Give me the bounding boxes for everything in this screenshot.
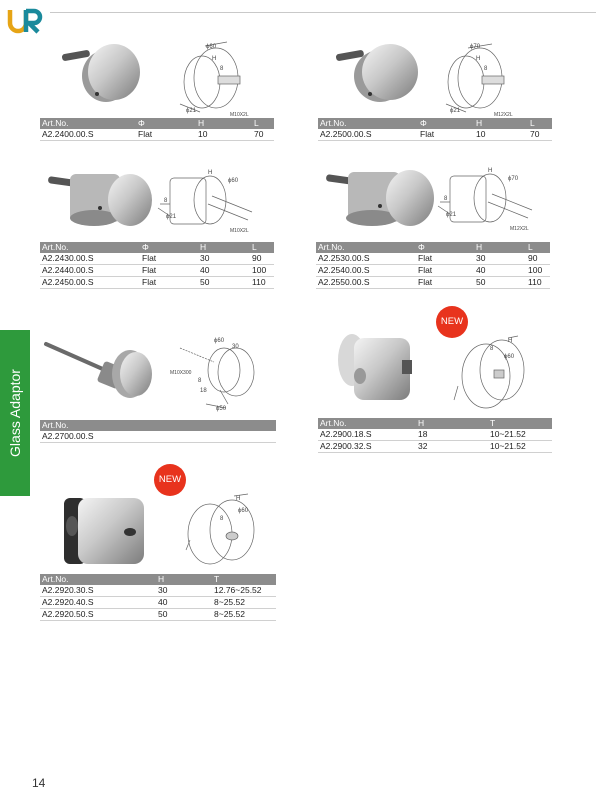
cell: A2.2700.00.S	[40, 431, 276, 443]
cell: 90	[250, 253, 274, 265]
dim-label: ϕ21	[446, 212, 457, 218]
new-badge: NEW	[436, 306, 468, 338]
cell: 18	[416, 429, 488, 441]
page-number: 14	[32, 776, 46, 790]
cell: A2.2530.00.S	[316, 253, 416, 265]
cell: 30	[198, 253, 250, 265]
product-a2-2700	[40, 330, 276, 446]
table-row	[40, 431, 276, 443]
product-photo	[40, 38, 276, 118]
product-photo	[40, 490, 276, 572]
dim-label: H	[212, 56, 217, 62]
product-photo	[40, 330, 276, 420]
col-header: Φ	[416, 242, 474, 253]
table-row	[40, 129, 274, 141]
table-row	[40, 597, 276, 609]
cell: 70	[528, 129, 552, 141]
dim-label: 8	[164, 198, 168, 204]
product-a2-2400	[40, 38, 276, 142]
dim-label: ϕ60	[228, 178, 239, 184]
dim-label: ϕ70	[470, 44, 481, 50]
col-header: Art.No.	[40, 574, 156, 585]
col-header: T	[212, 574, 276, 585]
cell: A2.2920.40.S	[40, 597, 156, 609]
cell: A2.2400.00.S	[40, 129, 136, 141]
cell: A2.2450.00.S	[40, 277, 140, 289]
cell: Flat	[418, 129, 474, 141]
product-a2-2500	[318, 38, 554, 142]
col-header: Art.No.	[40, 242, 140, 253]
table-row	[318, 429, 552, 441]
table-row	[316, 277, 550, 289]
cell: A2.2430.00.S	[40, 253, 140, 265]
cell: 10	[196, 129, 252, 141]
dim-label: 8	[220, 516, 224, 522]
cell: 110	[526, 277, 550, 289]
col-header: T	[488, 418, 552, 429]
dim-label: ϕ60	[238, 508, 249, 514]
dim-label: 18	[200, 388, 207, 394]
product-photo	[316, 160, 552, 242]
cell: A2.2920.50.S	[40, 609, 156, 621]
cell: 30	[156, 585, 212, 597]
brand-logo	[6, 6, 46, 36]
table-row	[40, 265, 274, 277]
col-header: H	[156, 574, 212, 585]
col-header: H	[196, 118, 252, 129]
product-photo	[318, 330, 554, 418]
table-row	[40, 277, 274, 289]
col-header: Art.No.	[40, 118, 136, 129]
col-header: L	[528, 118, 552, 129]
product-a2-2430	[40, 160, 276, 296]
cell: 110	[250, 277, 274, 289]
col-header: L	[252, 118, 274, 129]
spec-table	[40, 420, 276, 443]
col-header: L	[526, 242, 550, 253]
cell: 100	[250, 265, 274, 277]
cell: A2.2900.32.S	[318, 441, 416, 453]
dim-label: ϕ60	[206, 44, 217, 50]
col-header: Φ	[136, 118, 196, 129]
cell: 10~21.52	[488, 441, 552, 453]
section-tab	[0, 330, 30, 496]
cell: A2.2920.30.S	[40, 585, 156, 597]
col-header: L	[250, 242, 274, 253]
col-header: Art.No.	[316, 242, 416, 253]
table-row	[40, 253, 274, 265]
table-row	[40, 609, 276, 621]
dim-label: M12X2L	[494, 112, 513, 118]
col-header: H	[474, 242, 526, 253]
cell: Flat	[416, 253, 474, 265]
dim-label: ϕ21	[450, 108, 461, 114]
cell: 30	[474, 253, 526, 265]
table-row	[40, 585, 276, 597]
dim-label: ϕ21	[186, 108, 197, 114]
cell: Flat	[140, 277, 198, 289]
dim-label: 8	[220, 66, 224, 72]
col-header: Φ	[140, 242, 198, 253]
cell: Flat	[140, 265, 198, 277]
product-photo	[318, 38, 554, 118]
table-row	[318, 441, 552, 453]
cell: 100	[526, 265, 550, 277]
product-a2-2530	[316, 160, 552, 296]
cell: 32	[416, 441, 488, 453]
dim-label: M10X2L	[230, 228, 249, 234]
product-a2-2900	[318, 330, 554, 458]
cell: 12.76~25.52	[212, 585, 276, 597]
dim-label: ϕ60	[214, 338, 225, 344]
dim-label: H	[236, 496, 241, 502]
cell: 50	[198, 277, 250, 289]
dim-label: H	[488, 168, 493, 174]
cell: 50	[156, 609, 212, 621]
dim-label: ϕ70	[508, 176, 519, 182]
product-a2-2920	[40, 490, 278, 622]
dim-label: H	[508, 338, 513, 344]
table-row	[316, 253, 550, 265]
cell: A2.2550.00.S	[316, 277, 416, 289]
dim-label: 8	[490, 346, 494, 352]
dim-label: 30	[232, 344, 239, 350]
dim-label: 8	[484, 66, 488, 72]
cell: Flat	[140, 253, 198, 265]
header-rule	[50, 12, 596, 13]
cell: 40	[198, 265, 250, 277]
cell: A2.2500.00.S	[318, 129, 418, 141]
spec-table	[318, 118, 552, 141]
cell: Flat	[136, 129, 196, 141]
spec-table	[40, 242, 274, 289]
col-header: H	[198, 242, 250, 253]
spec-table	[318, 418, 552, 453]
col-header: Art.No.	[318, 118, 418, 129]
dim-label: M10X2L	[230, 112, 249, 118]
dim-label: ϕ60	[504, 354, 515, 360]
cell: 70	[252, 129, 274, 141]
cell: 10	[474, 129, 528, 141]
cell: Flat	[416, 265, 474, 277]
new-badge: NEW	[154, 464, 186, 496]
cell: 40	[474, 265, 526, 277]
cell: A2.2440.00.S	[40, 265, 140, 277]
col-header: Art.No.	[318, 418, 416, 429]
cell: 8~25.52	[212, 597, 276, 609]
cell: A2.2540.00.S	[316, 265, 416, 277]
spec-table	[316, 242, 550, 289]
product-photo	[40, 160, 276, 242]
section-tab-label: Glass Adaptor	[7, 369, 23, 457]
spec-table	[40, 118, 274, 141]
dim-label: ϕ50	[216, 406, 227, 412]
cell: 8~25.52	[212, 609, 276, 621]
dim-label: H	[476, 56, 481, 62]
cell: 10~21.52	[488, 429, 552, 441]
cell: A2.2900.18.S	[318, 429, 416, 441]
col-header: H	[416, 418, 488, 429]
table-row	[318, 129, 552, 141]
col-header: H	[474, 118, 528, 129]
dim-label: M12X2L	[510, 226, 529, 232]
dim-label: M10X300	[170, 370, 192, 376]
dim-label: 8	[444, 196, 448, 202]
dim-label: 8	[198, 378, 202, 384]
spec-table	[40, 574, 276, 621]
col-header: Art.No.	[40, 420, 276, 431]
cell: 40	[156, 597, 212, 609]
dim-label: H	[208, 170, 213, 176]
cell: 50	[474, 277, 526, 289]
dim-label: ϕ21	[166, 214, 177, 220]
table-row	[316, 265, 550, 277]
cell: Flat	[416, 277, 474, 289]
col-header: Φ	[418, 118, 474, 129]
cell: 90	[526, 253, 550, 265]
